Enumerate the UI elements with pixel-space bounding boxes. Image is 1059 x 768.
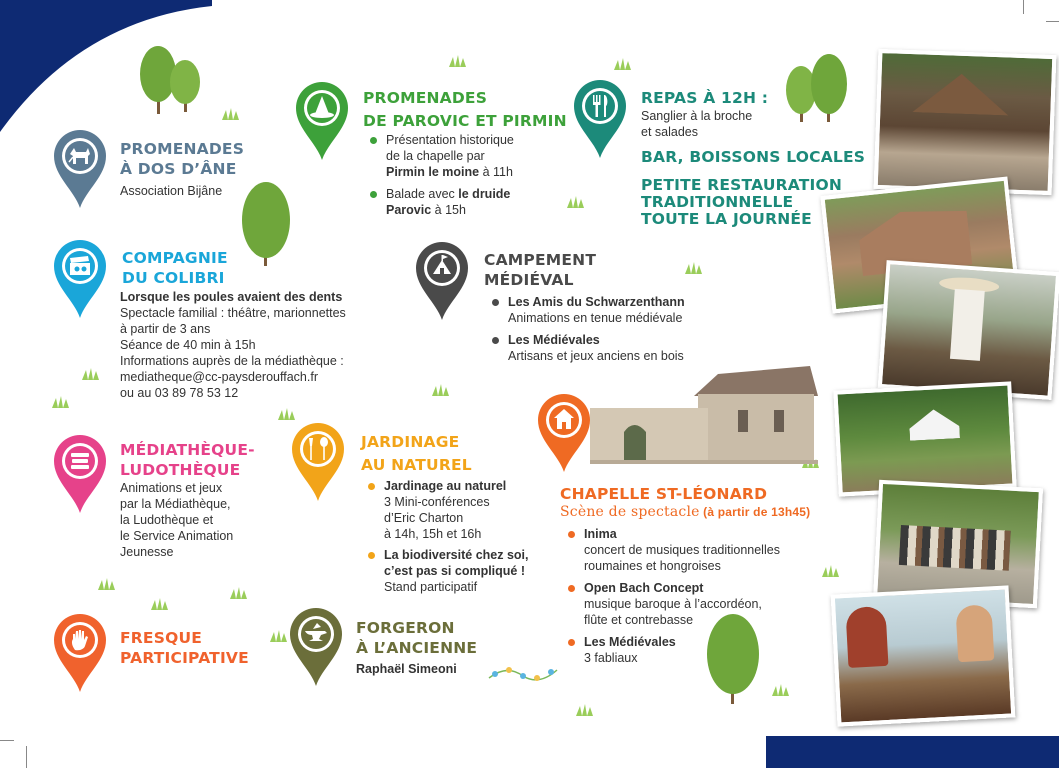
- hand-icon: [68, 628, 92, 652]
- email-link[interactable]: mediatheque@cc-paysderouffach.fr: [120, 370, 318, 384]
- clapperboard-icon: [68, 255, 92, 277]
- wizard-hat-icon: [309, 94, 335, 120]
- section-list: [566, 526, 780, 672]
- tree-illustration: [785, 52, 851, 122]
- grass-decoration: [149, 598, 171, 610]
- list-item: Jardinage au naturel 3 Mini-conférences d’Eric Charton à 14h, 15h et 16h: [366, 478, 529, 542]
- section-title: COMPAGNIE DU COLIBRI: [122, 249, 228, 287]
- grass-decoration: [770, 684, 792, 696]
- pin-marker-chapel: [536, 392, 592, 474]
- books-icon: [69, 451, 91, 471]
- list-item: Présentation historique de la chapelle par Pirmin le moine à 11h: [368, 132, 514, 180]
- section-title: CAMPEMENT MÉDIÉVAL: [484, 251, 597, 289]
- grass-decoration: [220, 108, 242, 120]
- list-item: La biodiversité chez soi, c’est pas si compliqué ! Stand participatif: [366, 547, 529, 595]
- grass-decoration: [228, 587, 250, 599]
- tree-illustration: [240, 180, 292, 266]
- section-text: Association Bijâne: [120, 184, 223, 198]
- section-title: FORGERON À L’ANCIENNE: [356, 619, 478, 657]
- section-list: [366, 478, 529, 601]
- list-item: Les Médiévales Artisans et jeux anciens en bois: [490, 332, 685, 364]
- chapel-icon: [552, 407, 576, 431]
- section-title: REPAS À 12H :: [641, 89, 769, 107]
- pin-marker-cutlery: [572, 78, 628, 160]
- pin-marker-donkey: [52, 128, 108, 210]
- list-item: Les Médiévales 3 fabliaux: [566, 634, 780, 666]
- pin-marker-wizard-hat: [294, 80, 350, 162]
- grass-decoration: [50, 396, 72, 408]
- section-title: PROMENADES DE PAROVIC ET PIRMIN: [363, 89, 567, 130]
- list-item: Inima concert de musiques traditionnelles roumaines et hongroises: [566, 526, 780, 574]
- grass-decoration: [612, 58, 634, 70]
- grass-decoration: [565, 196, 587, 208]
- section-subtitle: Scène de spectacle (à partir de 13h45): [560, 504, 811, 520]
- chapel-illustration: [588, 366, 820, 466]
- photo-puppet-show: [831, 585, 1016, 726]
- garden-tools-icon: [305, 436, 331, 462]
- tree-illustration: [138, 44, 204, 116]
- section-list: [368, 132, 514, 224]
- section-text: Sanglier à la broche et salades: [641, 109, 753, 139]
- section-list: [490, 294, 685, 370]
- pin-marker-tent: [414, 240, 470, 322]
- grass-decoration: [268, 630, 290, 642]
- crop-mark: [26, 746, 27, 768]
- anvil-icon: [303, 621, 329, 645]
- crop-mark: [0, 740, 14, 741]
- pin-marker-hand: [52, 612, 108, 694]
- tent-icon: [430, 254, 454, 280]
- photo-blacksmith: [878, 260, 1059, 400]
- grass-decoration: [430, 384, 452, 396]
- section-title: FRESQUE PARTICIPATIVE: [120, 629, 249, 667]
- section-title: CHAPELLE ST-LÉONARD: [560, 485, 768, 503]
- donkey-icon: [66, 144, 94, 168]
- section-title: PROMENADES À DOS D’ÂNE: [120, 140, 245, 178]
- grass-decoration: [683, 262, 705, 274]
- grass-decoration: [820, 565, 842, 577]
- bar-heading: BAR, BOISSONS LOCALES: [641, 148, 866, 166]
- pin-marker-clapperboard: [52, 238, 108, 320]
- grass-decoration: [447, 55, 469, 67]
- list-item: Balade avec le druide Parovic à 15h: [368, 186, 514, 218]
- grass-decoration: [574, 704, 596, 716]
- photo-crowd-under-shelter: [874, 49, 1057, 195]
- pin-marker-anvil: [288, 606, 344, 688]
- crop-mark: [1023, 0, 1024, 14]
- section-text: Raphaël Simeoni: [356, 662, 457, 676]
- pin-marker-books: [52, 433, 108, 515]
- section-title: MÉDIATHÈQUE- LUDOTHÈQUE: [120, 441, 255, 479]
- section-title: JARDINAGE AU NATUREL: [361, 433, 472, 474]
- section-text: Animations et jeux par la Médiathèque, la Ludothèque et le Service Animation Jeunesse: [120, 481, 234, 559]
- section-text: Lorsque les poules avaient des dents Spectacle familial : théâtre, marionnettes à partir de 3 ans Séance de 40 min à 15h Informations auprès de la médiathèque : mediatheque@cc-paysderouffach.fr ou au 03 89 78 53 12: [120, 289, 390, 401]
- list-item: Open Bach Concept musique baroque à l’accordéon, flûte et contrebasse: [566, 580, 780, 628]
- grass-decoration: [96, 578, 118, 590]
- cutlery-icon: [589, 93, 611, 119]
- navy-band-bottom-right: [766, 736, 1059, 768]
- restauration-heading: PETITE RESTAURATION TRADITIONNELLE TOUTE LA JOURNÉE: [641, 176, 843, 228]
- photo-garden-tent: [833, 381, 1016, 496]
- grass-decoration: [80, 368, 102, 380]
- crop-mark: [1046, 21, 1059, 22]
- pin-marker-garden-tools: [290, 421, 346, 503]
- grass-decoration: [276, 408, 298, 420]
- flower-garland-decoration: [487, 662, 559, 684]
- list-item: Les Amis du Schwarzenthann Animations en tenue médiévale: [490, 294, 685, 326]
